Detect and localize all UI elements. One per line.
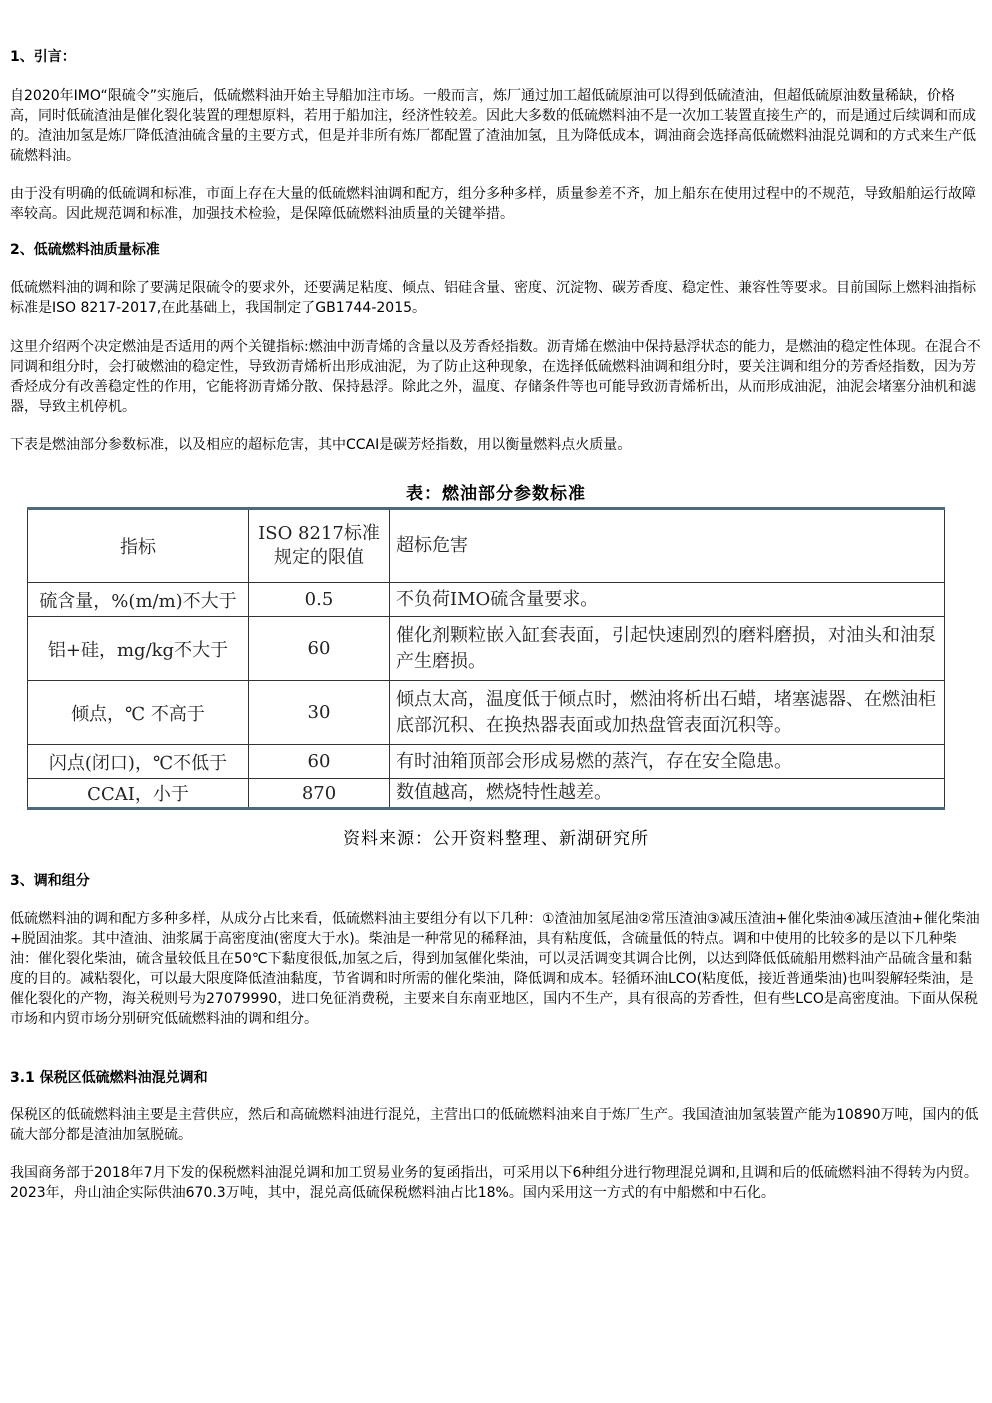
cell-param: 铝+硅，mg/kg不大于 <box>28 617 249 681</box>
table-row <box>28 583 945 617</box>
section-3-1-paragraph-1: 保税区的低硫燃料油主要是主营供应，然后和高硫燃料油进行混兑，主营出口的低硫燃料油来自于炼厂生产。我国渣油加氢装置产能为10890万吨，国内的低硫大部分都是渣油加氢脱硫。 <box>10 1107 979 1143</box>
table-row <box>28 745 945 779</box>
standards-table <box>27 507 945 810</box>
table-row <box>28 779 945 809</box>
cell-limit: 0.5 <box>249 583 390 617</box>
header-cell-limit: ISO 8217标准规定的限值 <box>249 509 390 583</box>
table-row <box>28 617 945 681</box>
section-1-paragraph-1: 自2020年IMO“限硫令”实施后，低硫燃料油开始主导船加注市场。一般而言，炼厂通过加工超低硫原油可以得到低硫渣油，但超低硫原油数量稀缺，价格高，同时低硫渣油是催化裂化装置的理想原料，若用于船加注，经济性较差。因此大多数的低硫燃料油不是一次加工装置直接生产的，而是通过后续调和而成的。渣油加氢是炼厂降低渣油硫含量的主要方式，但是并非所有炼厂都配置了渣油加氢，且为降低成本，调油商会选择高低硫燃料油混兑调和的方式来生产低硫燃料油。 <box>10 88 976 164</box>
section-3-1-heading: 3.1 保税区低硫燃料油混兑调和 <box>10 1070 208 1086</box>
cell-hazard: 数值越高，燃烧特性越差。 <box>390 779 945 809</box>
section-2-heading: 2、低硫燃料油质量标准 <box>10 242 160 258</box>
cell-param: 硫含量，%(m/m)不大于 <box>28 583 249 617</box>
section-1-paragraph-2: 由于没有明确的低硫调和标准，市面上存在大量的低硫燃料油调和配方，组分多种多样，质量参差不齐，加上船东在使用过程中的不规范，导致船舶运行故障率较高。因此规范调和标准，加强技术检验，是保障低硫燃料油质量的关键举措。 <box>10 186 976 222</box>
section-2-paragraph-1: 低硫燃料油的调和除了要满足限硫令的要求外，还要满足粘度、倾点、铝硅含量、密度、沉淀物、碳芳香度、稳定性、兼容性等要求。目前国际上燃料油指标标准是ISO 8217-2017,在此基础上，我国制定了GB1744-2015。 <box>10 280 976 316</box>
section-2-paragraph-2: 这里介绍两个决定燃油是否适用的两个关键指标:燃油中沥青烯的含量以及芳香烃指数。沥青烯在燃油中保持悬浮状态的能力，是燃油的稳定性体现。在混合不同调和组分时，会打破燃油的稳定性，导致沥青烯析出形成油泥，为了防止这种现象，在选择低硫燃料油调和组分时，要关注调和组分的芳香烃指数，因为芳香烃成分有改善稳定性的作用，它能将沥青烯分散、保持悬浮。除此之外，温度、存储条件等也可能导致沥青烯析出，从而形成油泥，油泥会堵塞分油机和滤器，导致主机停机。 <box>10 339 981 415</box>
cell-limit: 30 <box>249 681 390 745</box>
table-header-row <box>28 509 945 583</box>
cell-limit: 870 <box>249 779 390 809</box>
cell-hazard: 不负荷IMO硫含量要求。 <box>390 583 945 617</box>
cell-param: 倾点，℃ 不高于 <box>28 681 249 745</box>
header-cell-param: 指标 <box>28 509 249 583</box>
cell-param: CCAI，小于 <box>28 779 249 809</box>
cell-limit: 60 <box>249 617 390 681</box>
cell-hazard: 倾点太高，温度低于倾点时，燃油将析出石蜡，堵塞滤器、在燃油柜底部沉积、在换热器表面或加热盘管表面沉积等。 <box>390 681 945 745</box>
cell-hazard: 有时油箱顶部会形成易燃的蒸汽，存在安全隐患。 <box>390 745 945 779</box>
section-3-heading: 3、调和组分 <box>10 873 90 889</box>
cell-param: 闪点(闭口)，℃不低于 <box>28 745 249 779</box>
table-title: 表：燃油部分参数标准 <box>406 484 586 504</box>
section-1-heading: 1、引言： <box>10 49 76 65</box>
section-3-paragraph-1: 低硫燃料油的调和配方多种多样，从成分占比来看，低硫燃料油主要组分有以下几种：①渣油加氢尾油②常压渣油③减压渣油+催化柴油④减压渣油+催化柴油+脱固油浆。其中渣油、油浆属于高密度油(密度大于水)。柴油是一种常见的稀释油，具有粘度低，含硫量低的特点。调和中使用的比较多的是以下几种柴油：催化裂化柴油，硫含量较低且在50℃下黏度很低,加氢之后，得到加氢催化柴油，可以灵活调变其调合比例，以达到降低低硫船用燃料油产品硫含量和黏度的目的。减粘裂化，可以最大限度降低渣油黏度，节省调和时所需的催化柴油，降低调和成本。轻循环油LCO(粘度低，接近普通柴油)也叫裂解轻柴油，是催化裂化的产物，海关税则号为27079990，进口免征消费税，主要来自东南亚地区，国内不生产，具有很高的芳香性，但有些LCO是高密度油。下面从保税市场和内贸市场分别研究低硫燃料油的调和组分。 <box>10 911 980 1027</box>
header-cell-hazard: 超标危害 <box>390 509 945 583</box>
cell-hazard: 催化剂颗粒嵌入缸套表面，引起快速剧烈的磨料磨损，对油头和油泵产生磨损。 <box>390 617 945 681</box>
table-row <box>28 681 945 745</box>
section-2-paragraph-3: 下表是燃油部分参数标准，以及相应的超标危害，其中CCAI是碳芳烃指数，用以衡量燃料点火质量。 <box>10 437 632 453</box>
section-3-1-paragraph-2: 我国商务部于2018年7月下发的保税燃料油混兑调和加工贸易业务的复函指出，可采用以下6种组分进行物理混兑调和,且调和后的低硫燃料油不得转为内贸。2023年，舟山油企实际供油670.3万吨，其中，混兑高低硫保税燃料油占比18%。国内采用这一方式的有中船燃和中石化。 <box>10 1165 978 1201</box>
standards-table-wrapper <box>27 507 945 810</box>
cell-limit: 60 <box>249 745 390 779</box>
table-source-note: 资料来源：公开资料整理、新湖研究所 <box>343 829 649 849</box>
